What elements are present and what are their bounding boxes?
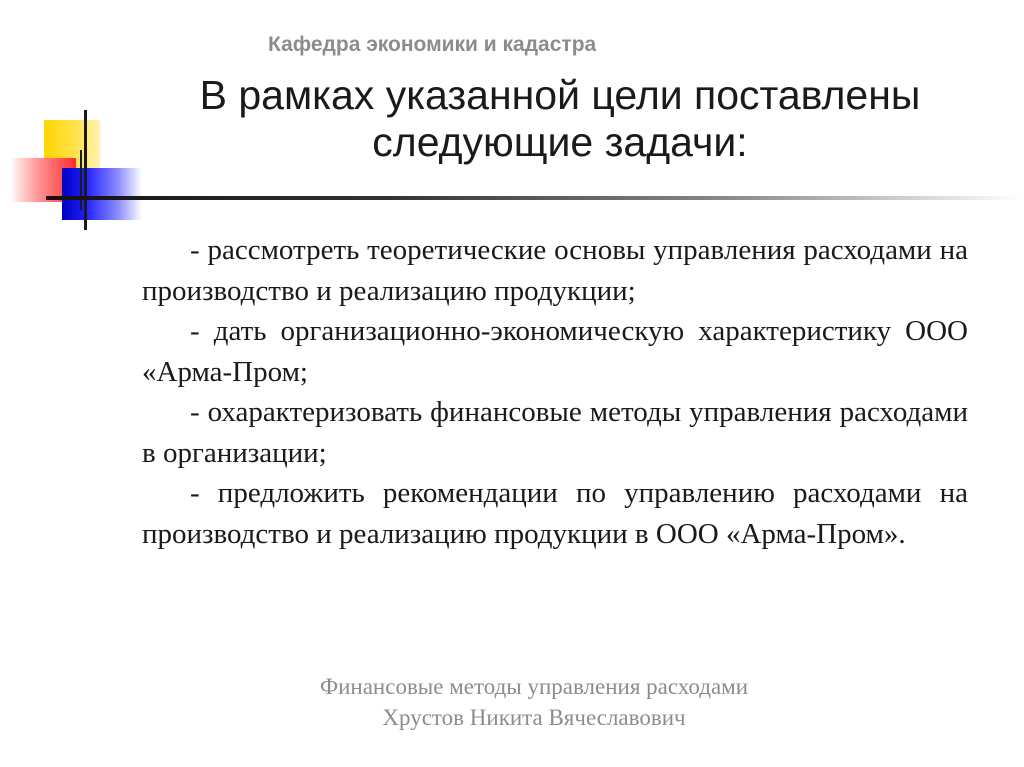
slide-title: [160, 72, 960, 166]
department-label: Кафедра экономики и кадастра: [268, 33, 597, 56]
task-item: - охарактеризовать финансовые методы управления расходами в организации;: [142, 396, 968, 469]
footer-author: Хрустов Никита Вячеславович: [382, 705, 686, 730]
decorative-logo: [0, 0, 140, 240]
task-item: - предложить рекомендации по управлению расходами на производство и реализацию продукции в ООО «Арма-Пром».: [142, 477, 968, 550]
blue-square: [62, 168, 142, 220]
task-list: [142, 230, 968, 554]
title-line-1: В рамках указанной цели поставлены: [199, 72, 921, 118]
vertical-line: [84, 110, 87, 230]
footer-topic: Финансовые методы управления расходами: [319, 674, 749, 699]
vertical-line-secondary: [80, 150, 82, 210]
slide-footer: [200, 671, 868, 733]
task-item: - дать организационно-экономическую характеристику ООО «Арма-Пром;: [142, 315, 968, 388]
horizontal-divider: [46, 196, 1024, 200]
title-line-2: следующие задачи:: [372, 119, 748, 165]
task-item: - рассмотреть теоретические основы управления расходами на производство и реализацию продукции;: [142, 234, 968, 307]
